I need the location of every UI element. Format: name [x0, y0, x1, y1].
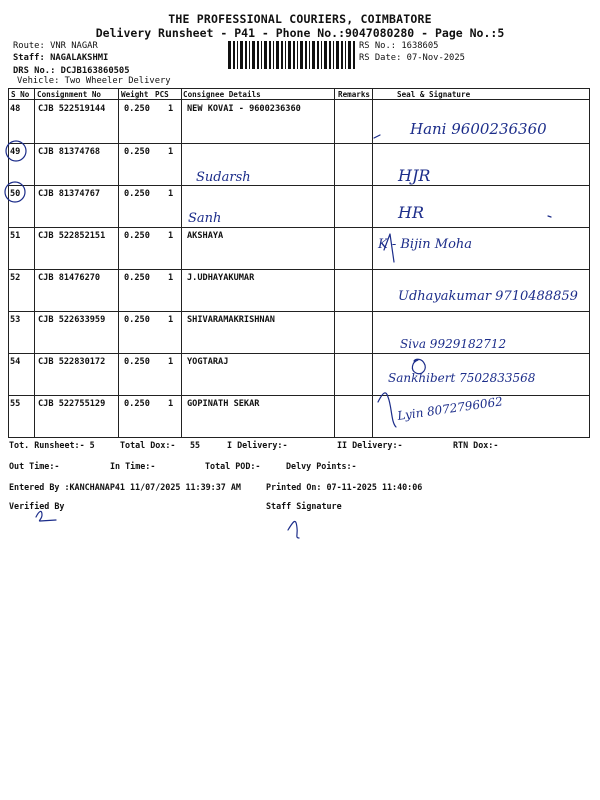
handwriting-text: Udhayakumar 9710488859 — [398, 289, 578, 304]
row-pcs: 1 — [168, 147, 174, 157]
row-consignee: GOPINATH SEKAR — [187, 399, 260, 409]
row-sno: 48 — [10, 104, 21, 114]
row-pcs: 1 — [168, 189, 174, 199]
row-consignment: CJB 522755129 — [38, 399, 106, 409]
row-consignment: CJB 81374767 — [38, 189, 101, 199]
row-pcs: 1 — [168, 315, 174, 325]
col-sno: S No — [11, 90, 30, 99]
row-consignment: CJB 81476270 — [38, 273, 101, 283]
row-sno: 49 — [10, 147, 21, 157]
row-pcs: 1 — [168, 399, 174, 409]
rtn-dox-label: RTN Dox:- — [453, 440, 499, 450]
vehicle-label: Vehicle: Two Wheeler Delivery — [17, 76, 171, 86]
rs-no-label: RS No.: 1638605 — [359, 41, 439, 51]
row-weight: 0.250 — [124, 231, 150, 241]
row-consignment: CJB 522633959 — [38, 315, 106, 325]
runsheet-subtitle: Delivery Runsheet - P41 - Phone No.:9047080280 - Page No.:5 — [95, 26, 505, 40]
out-time-label: Out Time:- — [9, 461, 60, 471]
circle-mark — [5, 182, 25, 202]
total-dox-label: Total Dox:- — [120, 440, 176, 450]
ii-delivery-label: II Delivery:- — [337, 440, 403, 450]
row-weight: 0.250 — [124, 357, 150, 367]
row-sno: 52 — [10, 273, 21, 283]
col-weight: Weight — [121, 90, 149, 99]
row-sno: 55 — [10, 399, 21, 409]
handwriting-text: Sankhibert 7502833568 — [388, 371, 536, 385]
row-pcs: 1 — [168, 104, 174, 114]
total-pod-label: Total POD:- — [205, 461, 261, 471]
handwriting-text: Siva 9929182712 — [400, 337, 507, 351]
col-consignee: Consignee Details — [183, 90, 261, 99]
row-consignment: CJB 522830172 — [38, 357, 106, 367]
company-title: THE PROFESSIONAL COURIERS, COIMBATORE — [168, 12, 432, 26]
tot-runsheet: Tot. Runsheet:- 5 — [9, 440, 95, 450]
row-pcs: 1 — [168, 357, 174, 367]
handwriting-text: HJR — [398, 166, 431, 185]
row-consignee: YOGTARAJ — [187, 357, 229, 367]
row-weight: 0.250 — [124, 104, 150, 114]
staff-label: Staff: NAGALAKSHMI — [13, 53, 109, 63]
col-remarks: Remarks — [338, 90, 371, 99]
handwriting-text: Lyin 8072796062 — [396, 394, 504, 423]
row-consignee: SHIVARAMAKRISHNAN — [187, 315, 275, 325]
handwriting-text: Sanh — [188, 211, 222, 226]
row-sno: 50 — [10, 189, 21, 199]
row-consignee: AKSHAYA — [187, 231, 224, 241]
verified-by-label: Verified By — [9, 501, 65, 511]
tick-mark — [374, 135, 380, 138]
row-sno: 53 — [10, 315, 21, 325]
staff-signature-label: Staff Signature — [266, 501, 342, 511]
row-weight: 0.250 — [124, 315, 150, 325]
col-consignment: Consignment No — [37, 90, 102, 99]
verified-signature-mark — [36, 511, 56, 521]
rs-date-label: RS Date: 07-Nov-2025 — [359, 53, 465, 63]
route-label: Route: VNR NAGAR — [13, 41, 98, 51]
i-delivery-label: I Delivery:- — [227, 440, 288, 450]
circle-mark — [6, 141, 26, 161]
printed-on: Printed On: 07-11-2025 11:40:06 — [266, 482, 423, 492]
row-weight: 0.250 — [124, 147, 150, 157]
row-sno: 51 — [10, 231, 21, 241]
staff-signature-mark — [288, 521, 299, 538]
row-consignee: J.UDHAYAKUMAR — [187, 273, 255, 283]
scribble-mark — [378, 393, 396, 427]
row-consignee: NEW KOVAI - 9600236360 — [187, 104, 301, 114]
handwriting-text: HR — [398, 203, 424, 222]
total-dox-value: 55 — [190, 440, 201, 450]
row-consignment: CJB 522519144 — [38, 104, 106, 114]
row-pcs: 1 — [168, 231, 174, 241]
row-sno: 54 — [10, 357, 21, 367]
col-seal-signature: Seal & Signature — [397, 90, 471, 99]
row-consignment: CJB 81374768 — [38, 147, 101, 157]
row-weight: 0.250 — [124, 399, 150, 409]
handwriting-text: K - Bijin Moha — [378, 237, 473, 252]
row-weight: 0.250 — [124, 273, 150, 283]
entered-by: Entered By :KANCHANAP41 11/07/2025 11:39:37 AM — [9, 482, 241, 492]
in-time-label: In Time:- — [110, 461, 156, 471]
row-weight: 0.250 — [124, 189, 150, 199]
col-pcs: PCS — [155, 90, 169, 99]
row-consignment: CJB 522852151 — [38, 231, 106, 241]
handwriting-text: Sudarsh — [196, 170, 251, 185]
delvy-points-label: Delvy Points:- — [286, 461, 357, 471]
drs-label: DRS No.: DCJB163860505 — [13, 66, 130, 76]
row-pcs: 1 — [168, 273, 174, 283]
handwriting-text: Hani 9600236360 — [410, 120, 547, 138]
dot-mark — [548, 216, 551, 217]
